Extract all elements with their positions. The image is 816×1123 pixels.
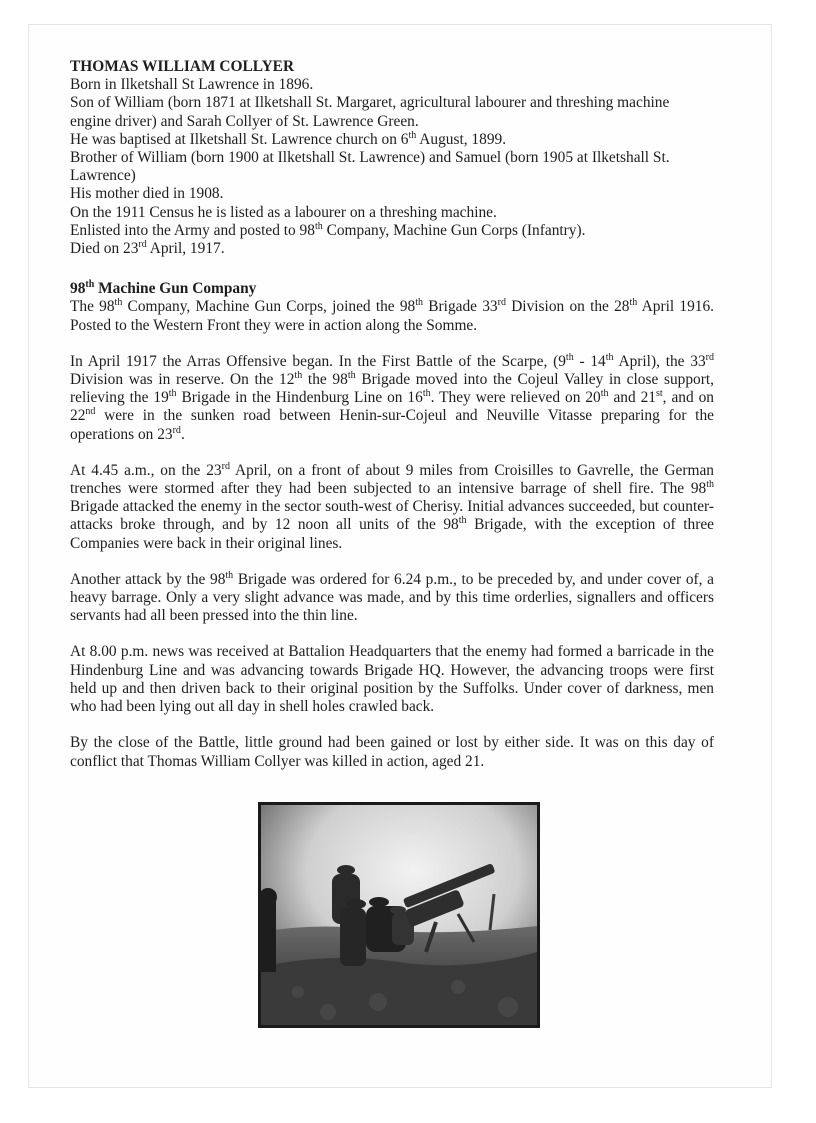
text-run: In April 1917 the Arras Offensive began. In the First Battle of the Scarpe, (9: [70, 352, 566, 370]
paragraph-attack: [70, 462, 714, 553]
text-run: Company, Machine Gun Corps, joined the 98: [122, 298, 416, 316]
death-line: Died on 23rd April, 1917.: [70, 238, 225, 258]
ordinal-suffix: th: [565, 351, 574, 363]
ordinal-suffix: nd: [85, 406, 96, 418]
text-run: At 8.00 p.m. news was received at Battalion Headquarters that the enemy had formed a barricade in the Hindenburg Line and was advancing towards Brigade HQ. However, the advancing troops were first held up and then driven back to their original position by the Suffolks. Under cover of darkness, men who had been lying out all day in shell holes crawled back.: [70, 643, 714, 716]
ordinal-suffix: th: [600, 388, 609, 400]
text-run: By the close of the Battle, little ground had been gained or lost by either side. It was on this day of conflict that Thomas William Collyer was killed in action, aged 21.: [70, 734, 714, 770]
text-run: Division on the 28: [505, 298, 630, 316]
paragraph-barricade: [70, 643, 714, 716]
person-name: THOMAS WILLIAM COLLYER: [70, 58, 295, 75]
text-run: the 98: [302, 371, 348, 389]
text-run: Brigade moved into the Cojeul Valley in close support, relieving the 19: [70, 371, 714, 407]
text-run: , and on 22: [70, 389, 715, 425]
brothers-line: Brother of William (born 1900 at Ilketshall St. Lawrence) and Samuel (born 1905 at Ilketshall St. Lawrence): [70, 149, 670, 185]
section-heading: 98th Machine Gun Company: [70, 279, 257, 298]
document-body: [70, 58, 714, 789]
text-run: Brigade, with the exception of three Companies were back in their original lines.: [70, 516, 714, 552]
text-run: April), the 33: [613, 352, 706, 370]
text-run: Brigade attacked the enemy in the sector south-west of Cherisy. Initial advances succeeded, but counter-attacks broke through, and by 12 noon all units of the 98: [70, 498, 714, 534]
ordinal-suffix: th: [347, 369, 356, 381]
ordinal-suffix: rd: [221, 460, 230, 472]
text-run: Brigade was ordered for 6.24 p.m., to be preceded by, and under cover of, a heavy barrage. Only a very slight advance was made, and by this time orderlies, signallers and officers servants had all been pressed into the thin line.: [70, 570, 714, 625]
text-run: April, on a front of about 9 miles from Croisilles to Gavrelle, the German trenches were stormed after they had been subjected to an intensive barrage of shell fire. The 98: [70, 461, 714, 498]
ordinal-suffix: th: [168, 388, 177, 400]
ordinal-suffix: th: [294, 369, 303, 381]
paragraph-company: [70, 298, 714, 334]
text-run: were in the sunken road between Henin-sur-Cojeul and Neuville Vitasse preparing for the operations on 23: [70, 407, 714, 443]
ordinal-suffix: rd: [172, 424, 181, 436]
text-run: . They were relieved on 20: [430, 389, 601, 407]
text-run: April 1916. Posted to the Western Front they were in action along the Somme.: [70, 298, 715, 334]
paragraph-conclusion: [70, 734, 714, 770]
ordinal-suffix: th: [114, 297, 123, 309]
text-run: Brigade in the Hindenburg Line on 16: [176, 389, 423, 407]
machine-gun-crew-photo: [258, 802, 540, 1028]
text-run: Brigade 33: [423, 298, 498, 316]
paragraph-arras: [70, 353, 714, 444]
text-run: At 4.45 a.m., on the 23: [70, 461, 222, 479]
text-run: The 98: [70, 298, 115, 316]
enlisted-line: Enlisted into the Army and posted to 98th Company, Machine Gun Corps (Infantry).: [70, 220, 586, 239]
ordinal-suffix: th: [422, 388, 431, 400]
text-run: - 14: [573, 352, 606, 370]
paragraph-second-attack: [70, 571, 714, 626]
ordinal-suffix: th: [458, 515, 467, 527]
ordinal-suffix: rd: [497, 297, 506, 309]
mother-line: His mother died in 1908.: [70, 185, 224, 203]
text-run: Another attack by the 98: [70, 570, 226, 588]
ordinal-suffix: st: [656, 388, 663, 400]
text-run: .: [180, 425, 185, 443]
parents-line: Son of William (born 1871 at Ilketshall St. Margaret, agricultural labourer and threshing machine engine driver) and Sarah Collyer of St. Lawrence Green.: [70, 94, 670, 130]
ordinal-suffix: th: [706, 478, 714, 490]
ordinal-suffix: th: [605, 351, 614, 363]
ordinal-suffix: rd: [705, 351, 715, 363]
ordinal-suffix: th: [629, 297, 638, 309]
baptism-line: He was baptised at Ilketshall St. Lawrence church on 6th August, 1899.: [70, 129, 507, 148]
text-run: and 21: [608, 389, 656, 407]
text-run: Division was in reserve. On the 12: [70, 371, 295, 389]
birth-line: Born in Ilketshall St Lawrence in 1896.: [70, 76, 314, 94]
ordinal-suffix: th: [225, 569, 234, 581]
ordinal-suffix: th: [415, 297, 424, 309]
census-line: On the 1911 Census he is listed as a labourer on a threshing machine.: [70, 203, 497, 221]
